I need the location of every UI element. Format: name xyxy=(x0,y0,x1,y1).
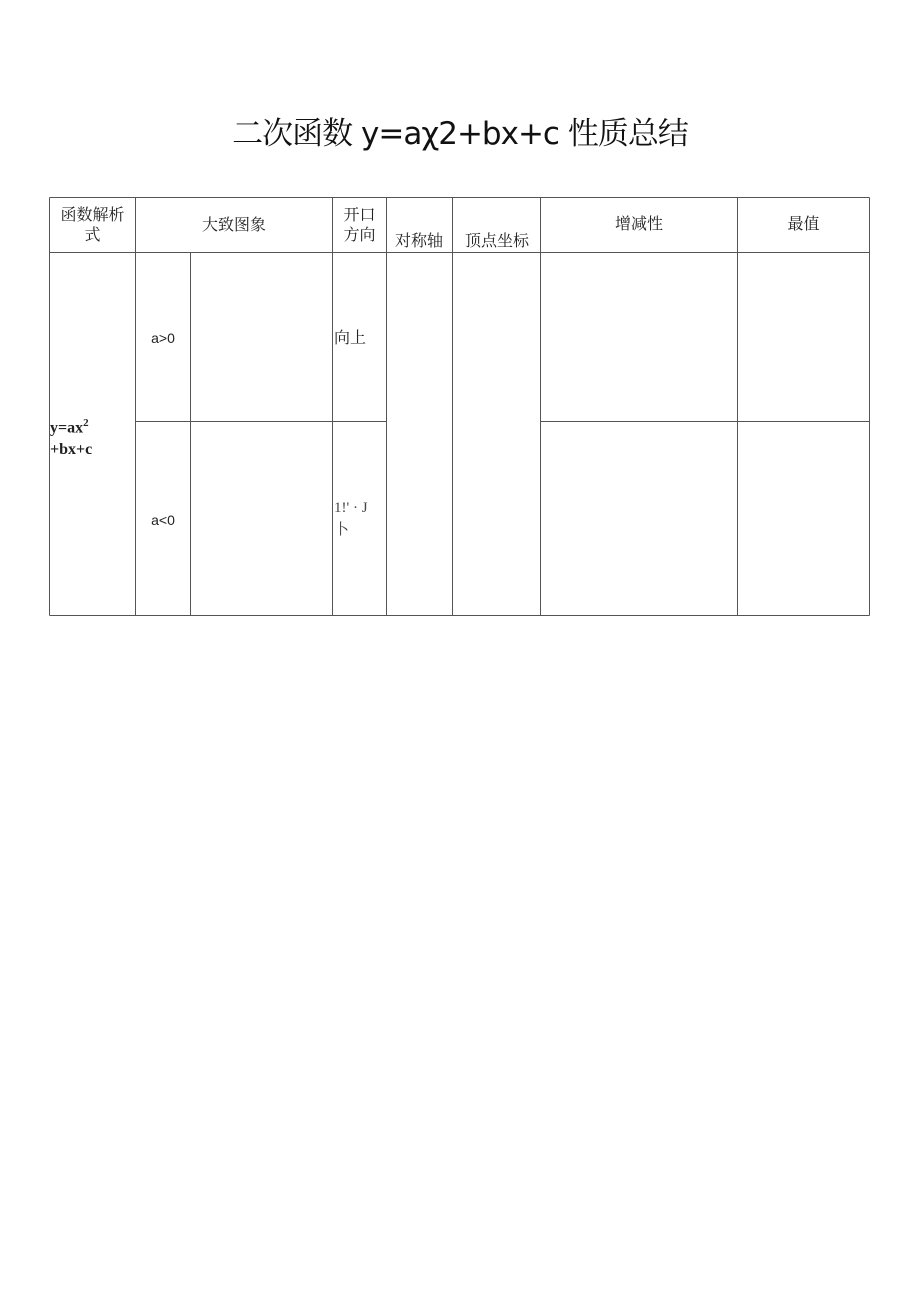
header-opening xyxy=(333,205,386,245)
header-expression xyxy=(50,205,135,245)
header-graph: 大致图象 xyxy=(201,215,266,234)
opening-down-line2: 卜 xyxy=(334,522,350,538)
formula-exponent: 2 xyxy=(83,417,89,429)
formula-line1 xyxy=(50,412,135,439)
header-extreme: 最值 xyxy=(787,214,820,233)
opening-down xyxy=(334,497,368,541)
header-opening-line1: 开口 xyxy=(343,205,376,224)
header-opening-line2: 方向 xyxy=(343,225,376,244)
formula-line2: +bx+c xyxy=(50,441,93,459)
formula-main: y=ax xyxy=(50,419,84,437)
page-title: 二次函数 y=aχ2+bx+c 性质总结 xyxy=(232,116,688,152)
header-axis: 对称轴 xyxy=(394,231,443,250)
condition-a-negative: a<0 xyxy=(151,512,175,528)
header-expression-line1: 函数解析 xyxy=(60,205,125,224)
opening-up: 向上 xyxy=(334,328,367,347)
opening-down-line1: 1!' · J xyxy=(334,500,368,516)
header-monotonicity: 增减性 xyxy=(614,214,663,233)
header-expression-line2: 式 xyxy=(84,225,101,244)
formula xyxy=(50,412,135,461)
header-vertex: 顶点坐标 xyxy=(464,231,529,250)
condition-a-positive: a>0 xyxy=(151,330,175,346)
